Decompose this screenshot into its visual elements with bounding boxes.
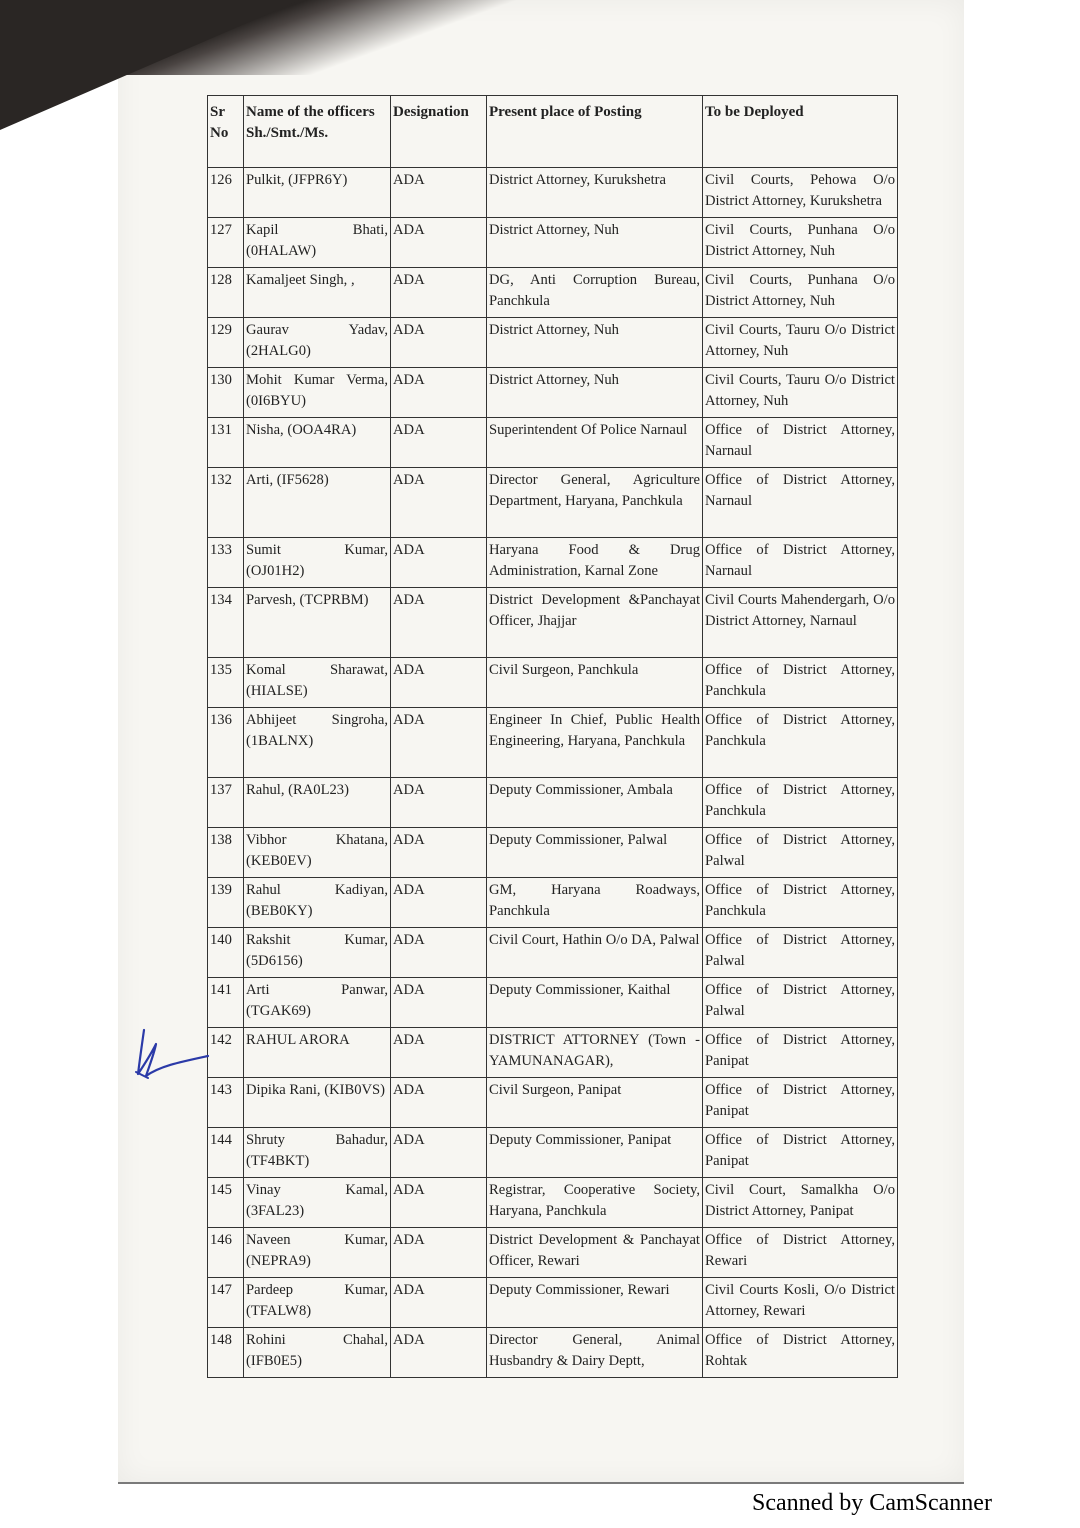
- cell-to-be-deployed: Civil Courts, Pehowa O/o District Attorney, Kurukshetra: [703, 168, 898, 218]
- table-row: [208, 1228, 898, 1278]
- table-row: [208, 1328, 898, 1378]
- cell-designation: ADA: [391, 878, 487, 928]
- cell-designation: ADA: [391, 368, 487, 418]
- cell-designation: ADA: [391, 318, 487, 368]
- cell-sr-no: 140: [208, 928, 244, 978]
- cell-designation: ADA: [391, 418, 487, 468]
- cell-to-be-deployed: Civil Courts, Punhana O/o District Attorney, Nuh: [703, 218, 898, 268]
- cell-officer-name: Parvesh, (TCPRBM): [244, 588, 391, 658]
- cell-designation: ADA: [391, 928, 487, 978]
- cell-designation: ADA: [391, 1178, 487, 1228]
- cell-to-be-deployed: Office of District Attorney, Narnaul: [703, 468, 898, 538]
- cell-to-be-deployed: Office of District Attorney, Panchkula: [703, 878, 898, 928]
- cell-designation: ADA: [391, 978, 487, 1028]
- cell-designation: ADA: [391, 468, 487, 538]
- cell-officer-name: Rakshit Kumar, (5D6156): [244, 928, 391, 978]
- cell-present-posting: Deputy Commissioner, Panipat: [487, 1128, 703, 1178]
- cell-designation: ADA: [391, 538, 487, 588]
- table-row: [208, 218, 898, 268]
- cell-sr-no: 128: [208, 268, 244, 318]
- cell-present-posting: DISTRICT ATTORNEY (Town - YAMUNANAGAR),: [487, 1028, 703, 1078]
- cell-present-posting: Deputy Commissioner, Ambala: [487, 778, 703, 828]
- cell-present-posting: Civil Surgeon, Panipat: [487, 1078, 703, 1128]
- cell-officer-name: Nisha, (OOA4RA): [244, 418, 391, 468]
- cell-to-be-deployed: Civil Courts, Tauru O/o District Attorney, Nuh: [703, 368, 898, 418]
- cell-officer-name: Arti Panwar, (TGAK69): [244, 978, 391, 1028]
- cell-sr-no: 137: [208, 778, 244, 828]
- table-row: [208, 538, 898, 588]
- cell-present-posting: District Attorney, Kurukshetra: [487, 168, 703, 218]
- cell-sr-no: 131: [208, 418, 244, 468]
- cell-sr-no: 129: [208, 318, 244, 368]
- cell-to-be-deployed: Office of District Attorney, Palwal: [703, 928, 898, 978]
- cell-designation: ADA: [391, 658, 487, 708]
- cell-to-be-deployed: Civil Courts, Punhana O/o District Attorney, Nuh: [703, 268, 898, 318]
- cell-sr-no: 145: [208, 1178, 244, 1228]
- cell-sr-no: 132: [208, 468, 244, 538]
- cell-to-be-deployed: Office of District Attorney, Panipat: [703, 1078, 898, 1128]
- cell-to-be-deployed: Office of District Attorney, Panchkula: [703, 658, 898, 708]
- cell-officer-name: Arti, (IF5628): [244, 468, 391, 538]
- cell-designation: ADA: [391, 1328, 487, 1378]
- cell-present-posting: DG, Anti Corruption Bureau, Panchkula: [487, 268, 703, 318]
- table-row: [208, 318, 898, 368]
- cell-present-posting: District Attorney, Nuh: [487, 368, 703, 418]
- cell-officer-name: Naveen Kumar, (NEPRA9): [244, 1228, 391, 1278]
- cell-to-be-deployed: Office of District Attorney, Panchkula: [703, 778, 898, 828]
- table-row: [208, 828, 898, 878]
- cell-sr-no: 134: [208, 588, 244, 658]
- cell-designation: ADA: [391, 588, 487, 658]
- cell-officer-name: Vibhor Khatana, (KEB0EV): [244, 828, 391, 878]
- cell-officer-name: Vinay Kamal, (3FAL23): [244, 1178, 391, 1228]
- cell-to-be-deployed: Civil Courts, Tauru O/o District Attorney, Nuh: [703, 318, 898, 368]
- cell-present-posting: Deputy Commissioner, Palwal: [487, 828, 703, 878]
- cell-designation: ADA: [391, 1078, 487, 1128]
- cell-present-posting: Registrar, Cooperative Society, Haryana, Panchkula: [487, 1178, 703, 1228]
- cell-to-be-deployed: Office of District Attorney, Panipat: [703, 1128, 898, 1178]
- deployment-table: [207, 95, 898, 1378]
- cell-to-be-deployed: Civil Court, Samalkha O/o District Attorney, Panipat: [703, 1178, 898, 1228]
- cell-officer-name: Pulkit, (JFPR6Y): [244, 168, 391, 218]
- left-margin: [0, 0, 118, 1528]
- header-designation: Designation: [391, 96, 487, 168]
- cell-sr-no: 148: [208, 1328, 244, 1378]
- table-row: [208, 368, 898, 418]
- cell-sr-no: 127: [208, 218, 244, 268]
- table-row: [208, 468, 898, 538]
- cell-present-posting: Civil Court, Hathin O/o DA, Palwal: [487, 928, 703, 978]
- cell-to-be-deployed: Office of District Attorney, Palwal: [703, 978, 898, 1028]
- table-row: [208, 268, 898, 318]
- cell-sr-no: 141: [208, 978, 244, 1028]
- cell-present-posting: District Attorney, Nuh: [487, 218, 703, 268]
- cell-officer-name: Kamaljeet Singh, ,: [244, 268, 391, 318]
- cell-designation: ADA: [391, 268, 487, 318]
- cell-officer-name: Rahul, (RA0L23): [244, 778, 391, 828]
- table-row: [208, 1028, 898, 1078]
- cell-sr-no: 146: [208, 1228, 244, 1278]
- table-row: [208, 708, 898, 778]
- table-row: [208, 1078, 898, 1128]
- cell-present-posting: District Development &Panchayat Officer, Jhajjar: [487, 588, 703, 658]
- table-row: [208, 928, 898, 978]
- cell-officer-name: Komal Sharawat, (HIALSE): [244, 658, 391, 708]
- scanner-watermark: Scanned by CamScanner: [752, 1490, 992, 1516]
- cell-to-be-deployed: Office of District Attorney, Narnaul: [703, 538, 898, 588]
- cell-designation: ADA: [391, 1128, 487, 1178]
- cell-designation: ADA: [391, 708, 487, 778]
- cell-present-posting: Deputy Commissioner, Kaithal: [487, 978, 703, 1028]
- cell-sr-no: 130: [208, 368, 244, 418]
- signature-icon: [130, 1022, 210, 1086]
- header-present-posting: Present place of Posting: [487, 96, 703, 168]
- page-bottom-edge: [118, 1482, 964, 1484]
- cell-present-posting: Superintendent Of Police Narnaul: [487, 418, 703, 468]
- cell-officer-name: RAHUL ARORA: [244, 1028, 391, 1078]
- cell-officer-name: Rohini Chahal, (IFB0E5): [244, 1328, 391, 1378]
- cell-sr-no: 142: [208, 1028, 244, 1078]
- cell-officer-name: Rahul Kadiyan, (BEB0KY): [244, 878, 391, 928]
- cell-to-be-deployed: Civil Courts Mahendergarh, O/o District Attorney, Narnaul: [703, 588, 898, 658]
- table-row: [208, 658, 898, 708]
- cell-to-be-deployed: Office of District Attorney, Palwal: [703, 828, 898, 878]
- cell-to-be-deployed: Civil Courts Kosli, O/o District Attorney, Rewari: [703, 1278, 898, 1328]
- cell-present-posting: Engineer In Chief, Public Health Engineering, Haryana, Panchkula: [487, 708, 703, 778]
- cell-sr-no: 147: [208, 1278, 244, 1328]
- table-header-row: [208, 96, 898, 168]
- cell-sr-no: 144: [208, 1128, 244, 1178]
- cell-present-posting: District Development & Panchayat Officer, Rewari: [487, 1228, 703, 1278]
- cell-present-posting: Director General, Animal Husbandry & Dairy Deptt,: [487, 1328, 703, 1378]
- right-margin: [962, 0, 1080, 1528]
- cell-designation: ADA: [391, 778, 487, 828]
- cell-sr-no: 139: [208, 878, 244, 928]
- cell-officer-name: Shruty Bahadur, (TF4BKT): [244, 1128, 391, 1178]
- cell-present-posting: Civil Surgeon, Panchkula: [487, 658, 703, 708]
- table-body: [208, 168, 898, 1378]
- table-row: [208, 978, 898, 1028]
- cell-designation: ADA: [391, 218, 487, 268]
- cell-officer-name: Kapil Bhati, (0HALAW): [244, 218, 391, 268]
- cell-designation: ADA: [391, 1278, 487, 1328]
- table-row: [208, 418, 898, 468]
- cell-to-be-deployed: Office of District Attorney, Narnaul: [703, 418, 898, 468]
- cell-sr-no: 143: [208, 1078, 244, 1128]
- header-officer-name: Name of the officers Sh./Smt./Ms.: [244, 96, 391, 168]
- cell-designation: ADA: [391, 168, 487, 218]
- cell-present-posting: Haryana Food & Drug Administration, Karnal Zone: [487, 538, 703, 588]
- header-sr-no: Sr No: [208, 96, 244, 168]
- cell-to-be-deployed: Office of District Attorney, Rewari: [703, 1228, 898, 1278]
- table-row: [208, 878, 898, 928]
- cell-sr-no: 126: [208, 168, 244, 218]
- cell-present-posting: Deputy Commissioner, Rewari: [487, 1278, 703, 1328]
- cell-designation: ADA: [391, 828, 487, 878]
- cell-to-be-deployed: Office of District Attorney, Rohtak: [703, 1328, 898, 1378]
- cell-sr-no: 135: [208, 658, 244, 708]
- table-row: [208, 168, 898, 218]
- cell-present-posting: GM, Haryana Roadways, Panchkula: [487, 878, 703, 928]
- cell-to-be-deployed: Office of District Attorney, Panipat: [703, 1028, 898, 1078]
- cell-designation: ADA: [391, 1028, 487, 1078]
- cell-present-posting: Director General, Agriculture Department, Haryana, Panchkula: [487, 468, 703, 538]
- cell-officer-name: Pardeep Kumar, (TFALW8): [244, 1278, 391, 1328]
- cell-sr-no: 133: [208, 538, 244, 588]
- cell-present-posting: District Attorney, Nuh: [487, 318, 703, 368]
- cell-officer-name: Abhijeet Singroha, (1BALNX): [244, 708, 391, 778]
- cell-to-be-deployed: Office of District Attorney, Panchkula: [703, 708, 898, 778]
- cell-officer-name: Sumit Kumar, (OJ01H2): [244, 538, 391, 588]
- cell-officer-name: Dipika Rani, (KIB0VS): [244, 1078, 391, 1128]
- cell-designation: ADA: [391, 1228, 487, 1278]
- cell-officer-name: Mohit Kumar Verma, (0I6BYU): [244, 368, 391, 418]
- table-row: [208, 588, 898, 658]
- table-row: [208, 1178, 898, 1228]
- table-row: [208, 778, 898, 828]
- table-row: [208, 1278, 898, 1328]
- table-row: [208, 1128, 898, 1178]
- cell-officer-name: Gaurav Yadav, (2HALG0): [244, 318, 391, 368]
- header-to-be-deployed: To be Deployed: [703, 96, 898, 168]
- cell-sr-no: 136: [208, 708, 244, 778]
- cell-sr-no: 138: [208, 828, 244, 878]
